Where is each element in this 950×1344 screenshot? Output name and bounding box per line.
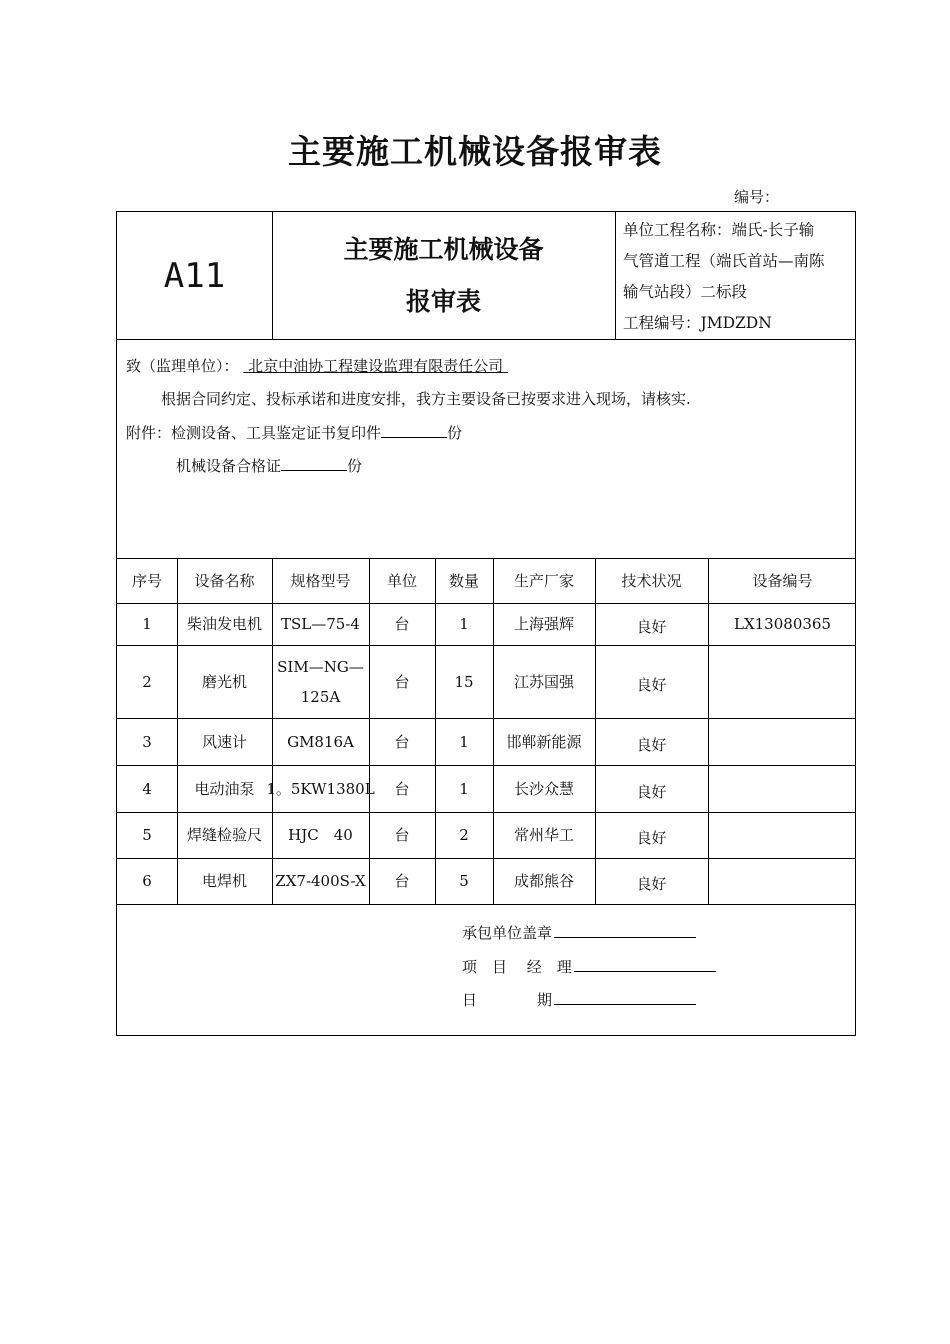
cell-status: 良好 xyxy=(636,618,667,636)
date-line xyxy=(462,989,696,1010)
cell-status: 良好 xyxy=(636,875,667,893)
divider xyxy=(117,339,855,340)
cell-qty: 15 xyxy=(454,672,474,691)
project-name-line-3: 输气站段）二标段 xyxy=(623,283,748,301)
addressee-line xyxy=(126,355,508,376)
cell-no: 1 xyxy=(142,615,152,633)
cell-code xyxy=(708,765,857,812)
attachment-2-unit: 份 xyxy=(347,457,363,475)
cell-code xyxy=(708,858,857,904)
cell-name: 柴油发电机 xyxy=(186,615,262,633)
cell-unit: 台 xyxy=(394,615,410,633)
contractor-seal-line xyxy=(462,922,696,943)
column-header-status: 技术状况 xyxy=(621,571,682,590)
cell-model-line-1: SIM—NG— xyxy=(277,657,364,676)
cell-name: 焊缝检验尺 xyxy=(186,826,262,844)
cell-no: 2 xyxy=(142,672,152,691)
column-header-no: 序号 xyxy=(131,571,162,590)
attachment-2-blank xyxy=(281,455,347,471)
cell-qty: 1 xyxy=(459,779,469,798)
cell-no: 6 xyxy=(142,872,152,890)
cell-model xyxy=(272,645,369,718)
form-name xyxy=(272,212,615,339)
cell-no: 5 xyxy=(142,826,152,844)
cell-model: 1。5KW1380L xyxy=(266,779,375,798)
project-manager-label: 项 目 经 理 xyxy=(462,958,572,976)
project-code: 工程编号：JMDZDN xyxy=(623,314,772,332)
column-header-model: 规格型号 xyxy=(290,571,351,590)
cell-code xyxy=(708,718,857,765)
cell-name: 电焊机 xyxy=(201,872,247,890)
cell-maker: 常州华工 xyxy=(513,826,574,844)
attachment-line-2 xyxy=(176,455,362,476)
table-row-divider xyxy=(117,904,855,905)
cell-model: TSL—75-4 xyxy=(281,615,360,633)
page-title: 主要施工机械设备报审表 xyxy=(288,132,662,171)
statement: 根据合同约定、投标承诺和进度安排，我方主要设备已按要求进入现场，请核实. xyxy=(161,390,691,408)
cell-qty: 1 xyxy=(459,615,469,633)
cell-qty: 1 xyxy=(459,732,469,751)
cell-no: 3 xyxy=(142,732,152,751)
date-blank xyxy=(554,989,696,1005)
attachment-2-label: 机械设备合格证 xyxy=(176,457,282,475)
cell-unit: 台 xyxy=(394,732,410,751)
project-info xyxy=(623,215,853,339)
cell-no: 4 xyxy=(142,779,152,798)
cell-name: 风速计 xyxy=(201,732,247,751)
project-manager-line xyxy=(462,956,716,977)
document-number-label: 编号： xyxy=(734,188,780,206)
cell-model-line-2: 125A xyxy=(300,687,341,706)
column-header-qty: 数量 xyxy=(448,571,479,590)
contractor-seal-blank xyxy=(554,922,696,938)
project-name-line-1: 单位工程名称：端氏-长子输 xyxy=(623,221,815,239)
cell-maker: 江苏国强 xyxy=(513,672,574,691)
cell-maker: 成都熊谷 xyxy=(513,872,574,890)
form-name-line-2: 报审表 xyxy=(405,286,481,316)
column-header-code: 设备编号 xyxy=(752,571,813,590)
date-label: 日 期 xyxy=(462,991,553,1009)
contractor-seal-label: 承包单位盖章 xyxy=(462,924,553,942)
cell-name: 电动油泵 xyxy=(194,779,255,798)
cell-name: 磨光机 xyxy=(201,672,247,691)
form-code: A11 xyxy=(163,255,226,296)
attachment-label: 附件： xyxy=(126,424,172,442)
cell-status: 良好 xyxy=(636,782,667,801)
cell-model: ZX7-400S-X xyxy=(275,872,366,890)
form-frame xyxy=(116,211,856,1036)
cell-code xyxy=(708,645,857,718)
cell-maker: 邯郸新能源 xyxy=(506,732,582,751)
cell-qty: 2 xyxy=(459,826,469,844)
addressee-label: 致（监理单位）： xyxy=(126,357,239,375)
attachment-1-blank xyxy=(381,422,447,438)
cell-code: LX13080365 xyxy=(734,615,831,633)
form-name-line-1: 主要施工机械设备 xyxy=(343,234,544,264)
cell-unit: 台 xyxy=(394,779,410,798)
cell-status: 良好 xyxy=(636,829,667,847)
project-manager-blank xyxy=(574,956,716,972)
cell-model: GM816A xyxy=(287,732,354,751)
attachment-line-1 xyxy=(126,422,462,443)
divider xyxy=(615,212,616,339)
cell-maker: 上海强辉 xyxy=(513,615,574,633)
cell-model: HJC 40 xyxy=(288,826,353,844)
cell-code xyxy=(708,812,857,858)
column-header-maker: 生产厂家 xyxy=(513,571,574,590)
column-header-unit: 单位 xyxy=(386,571,417,590)
attachment-1-label: 检测设备、工具鉴定证书复印件 xyxy=(171,424,382,442)
cell-unit: 台 xyxy=(394,872,410,890)
cell-unit: 台 xyxy=(394,826,410,844)
project-name-line-2: 气管道工程（端氏首站—南陈 xyxy=(623,252,825,270)
addressee-value: 北京中油协工程建设监理有限责任公司 xyxy=(248,357,504,375)
cell-qty: 5 xyxy=(459,872,469,890)
column-header-name: 设备名称 xyxy=(194,571,255,590)
cell-unit: 台 xyxy=(394,672,410,691)
cell-status: 良好 xyxy=(636,735,667,754)
cell-maker: 长沙众慧 xyxy=(513,779,574,798)
attachment-1-unit: 份 xyxy=(447,424,463,442)
cell-status: 良好 xyxy=(636,675,667,694)
